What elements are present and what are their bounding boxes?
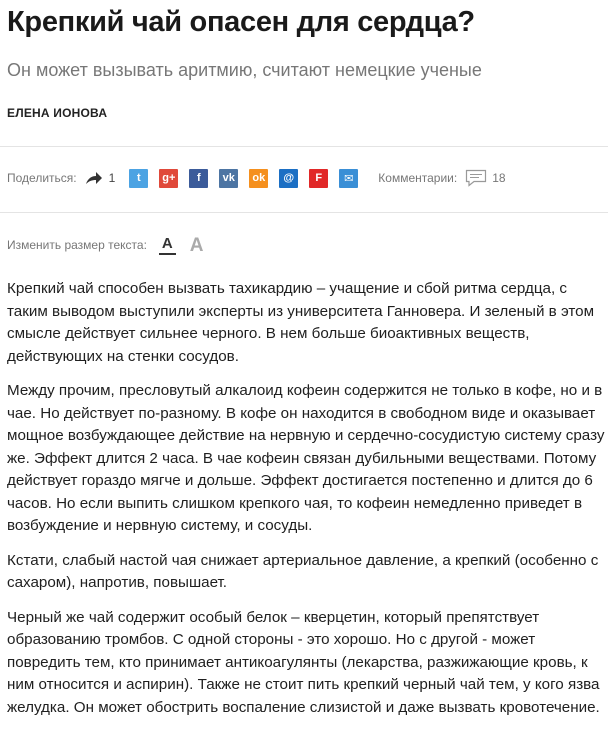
paragraph: Черный же чай содержит особый белок – кверцетин, который препятствует образованию тромбов. С одной стороны - это хорошо. Но с другой - может повредить тем, кто принимает антикоагулянты (лекарства, разжижающие кровь, к ним относится и аспирин). Также не стоит пить крепкий черный чай тем, у кого язва желудка. Он может обострить воспаление слизистой и даже вызвать кровотечение. [7,608,600,716]
social-icons [129,169,369,188]
author-link[interactable]: ЕЛЕНА ИОНОВА [7,106,108,120]
paragraph: Кстати, слабый настой чая снижает артериальное давление, а крепкий (особенно с сахаром), напротив, повышает. [7,551,599,591]
share-arrow-icon [85,171,103,185]
text-size-small-button[interactable]: A [159,236,176,255]
flipboard-icon[interactable]: F [309,169,328,188]
text-size-large-button[interactable]: A [189,234,204,256]
share-bar [7,166,607,190]
paragraph: Крепкий чай способен вызвать тахикардию – учащение и сбой ритма сердца, с таким выводом выступили эксперты из университета Ганновера. И зеленый в этом смысле действует сильнее черного. В нем больше биоактивных веществ, действующих на стенки сосудов. [7,280,595,365]
facebook-icon[interactable]: f [189,169,208,188]
paragraph: Между прочим, пресловутый алкалоид кофеин содержится не только в кофе, но и в чае. Но действует по-разному. В кофе он находится в свободном виде и оказывает мощное возбуждающее действие на нервную и сердечно-сосудистую систему сразу же. Эффект длится 2 часа. В чае кофеин связан дубильными веществами. Потому действует гораздо мягче и дольше. Эффект достигается постепенно и длится до 6 часов. Но если выпить слишком крепкого чая, то кофеин немедленно приведет в возбуждение и нервную систему, и сосуды. [7,382,605,534]
moimir-icon[interactable]: @ [279,169,298,188]
share-label: Поделиться: [7,171,77,185]
comments-link[interactable] [378,169,505,187]
mail-icon[interactable]: ✉ [339,169,358,188]
google-plus-icon[interactable]: g+ [159,169,178,188]
divider [0,212,608,213]
text-size-label: Изменить размер текста: [7,238,147,252]
twitter-icon[interactable]: t [129,169,148,188]
comment-bubble-icon [465,169,487,187]
vk-icon[interactable]: vk [219,169,238,188]
divider [0,146,608,147]
comments-label: Комментарии: [378,171,458,185]
text-size-control [7,233,307,257]
share-count: 1 [108,171,116,185]
article-subtitle: Он может вызывать аритмию, считают немецкие ученые [7,60,482,80]
odnoklassniki-icon[interactable]: ok [249,169,268,188]
article-body [7,278,607,731]
article-title: Крепкий чай опасен для сердца? [7,6,475,38]
comments-count: 18 [492,171,506,185]
